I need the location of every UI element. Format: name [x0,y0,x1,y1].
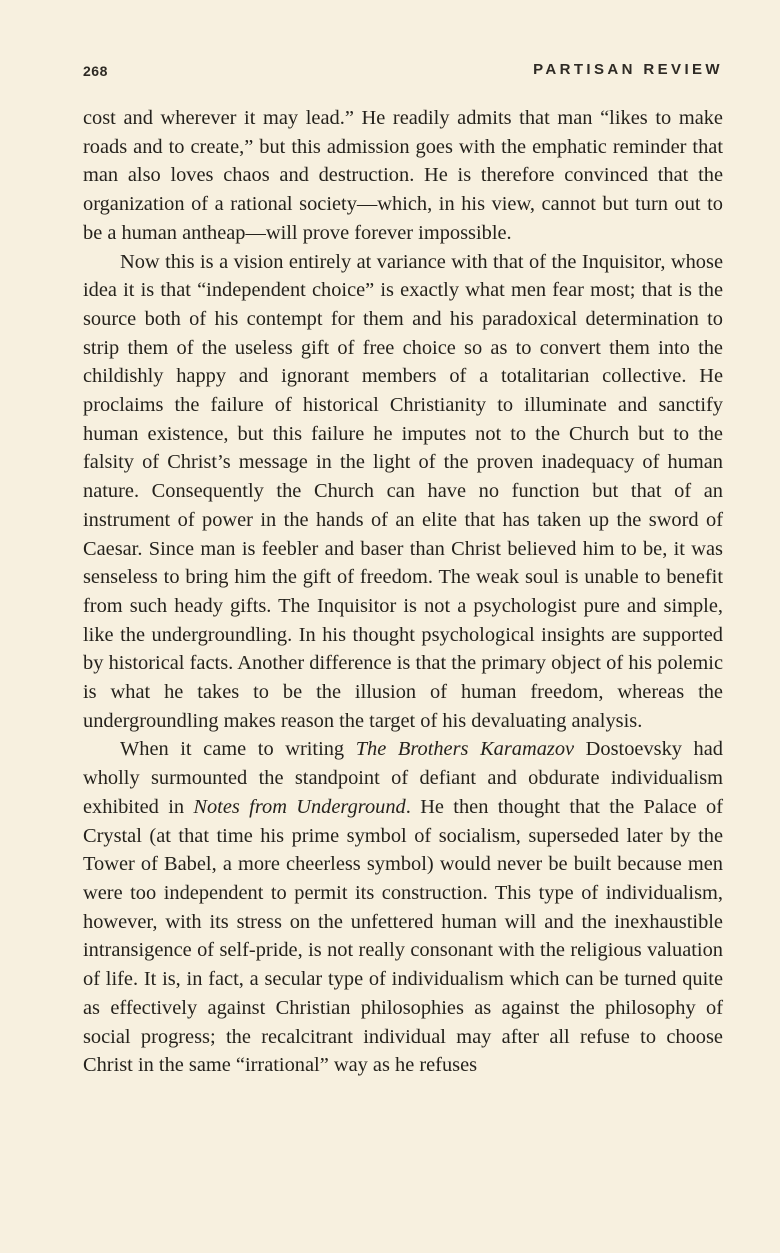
paragraph-1: cost and wherever it may lead.” He readily admits that man “likes to make roads and to create,” but this admission goes with the emphatic reminder that man also loves chaos and destruction. He is therefore convinced that the organization of a rational society—which, in his view, cannot but turn out to be a human antheap—will prove forever impossible. [83,107,723,244]
paragraph-3-text-c: . He then thought that the Palace of Crystal (at that time his prime symbol of socialism, superseded later by the Tower of Babel, a more cheerless symbol) would never be built because men were too independent to permit its construction. This type of individualism, however, with its stress on the unfettered human will and the inexhaustible intransigence of self-pride, is not really consonant with the religious valuation of life. It is, in fact, a secular type of individualism which can be turned quite as effectively against Christian philosophies as against the philosophy of social progress; the recalcitrant individual may after all refuse to choose Christ in the same “irrational” way as he refuses [83,795,724,1077]
book-title-notes-from-underground: Notes from Underground [193,795,406,818]
paragraph-3 [83,735,723,1079]
running-head: PARTISAN REVIEW [533,61,723,78]
paragraph-3-text-b: Dostoevsky had wholly surmounted the standpoint of defiant and obdurate individualism exhibited in [83,738,723,818]
paragraph-3-text-a: When it came to writing [120,738,356,761]
page-number: 268 [83,63,108,79]
body-text [83,104,723,1080]
page-header [83,60,723,84]
paragraph-2: Now this is a vision entirely at variance with that of the Inquisitor, whose idea it is that “independent choice” is exactly what men fear most; that is the source both of his contempt for them and his paradoxical determination to strip them of the useless gift of free choice so as to convert them into the childishly happy and ignorant members of a totalitarian collective. He proclaims the failure of historical Christianity to illuminate and sanctify human existence, but this failure he imputes not to the Church but to the falsity of Christ’s message in the light of the proven inadequacy of human nature. Consequently the Church can have no function but that of an instrument of power in the hands of an elite that has taken up the sword of Caesar. Since man is feebler and baser than Christ believed him to be, it was senseless to bring him the gift of freedom. The weak soul is unable to benefit from such heady gifts. The Inquisitor is not a psychologist pure and simple, like the undergroundling. In his thought psychological insights are supported by historical facts. Another difference is that the primary object of his polemic is what he takes to be the illusion of human freedom, whereas the undergroundling makes reason the target of his devaluating analysis. [83,250,723,732]
book-title-brothers-karamazov: The Brothers Karamazov [355,738,575,761]
